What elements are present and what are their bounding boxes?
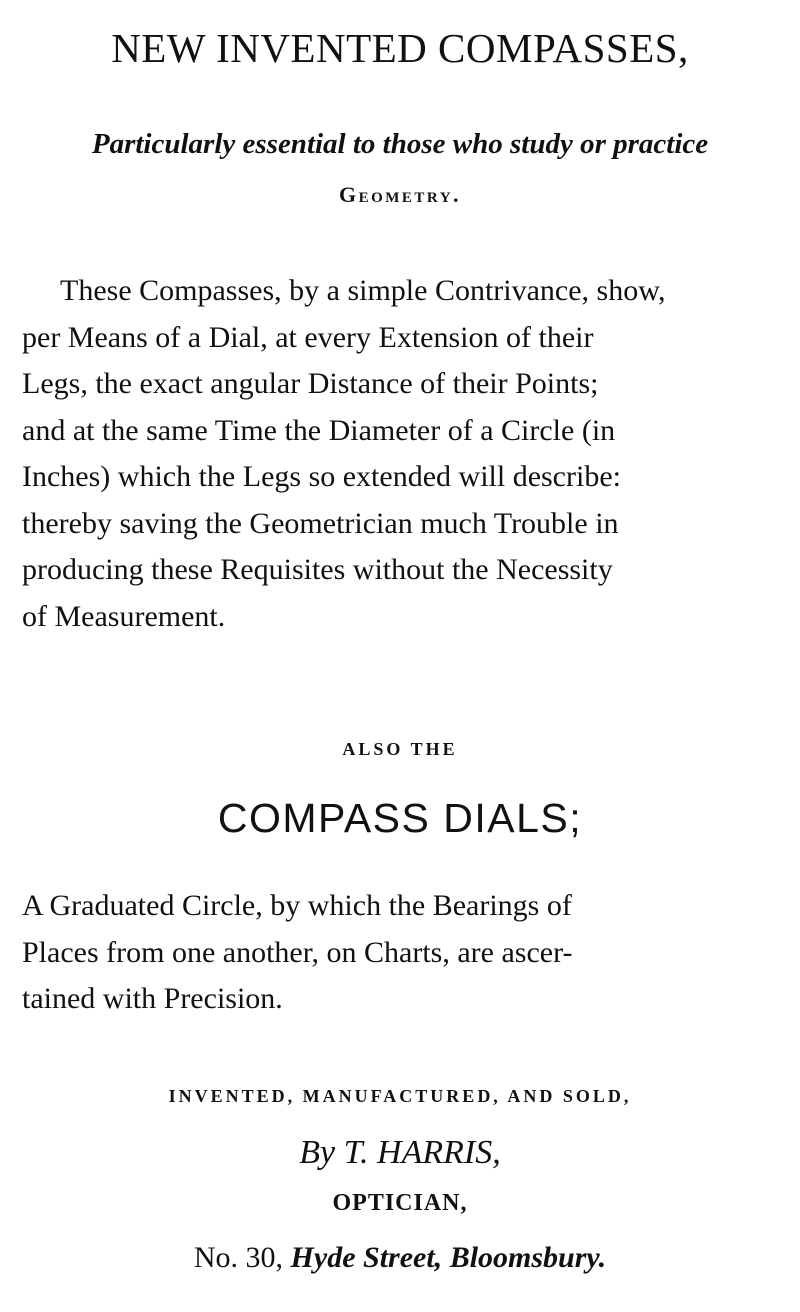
description-line: producing these Requisites without the Necessity: [22, 553, 613, 586]
description-line: per Means of a Dial, at every Extension of their: [22, 320, 594, 354]
description-line: and at the same Time the Diameter of a Circle (in: [22, 413, 616, 447]
maker-name: By T. HARRIS,: [299, 1134, 501, 1171]
invented-line: INVENTED, MANUFACTURED, AND SOLD,: [168, 1086, 632, 1106]
description-line: of Measurement.: [22, 599, 226, 633]
description-paragraph: [22, 268, 774, 640]
description-line: Inches) which the Legs so extended will describe:: [22, 460, 621, 493]
page-title: NEW INVENTED COMPASSES,: [111, 25, 689, 71]
compass-dials-paragraph: [22, 883, 774, 1023]
address: [0, 1236, 800, 1280]
address-district: Bloomsbury.: [449, 1241, 607, 1274]
address-street: Hyde Street,: [290, 1241, 443, 1274]
also-label: ALSO THE: [342, 739, 458, 759]
maker-trade: OPTICIAN,: [332, 1190, 468, 1216]
dials-line: tained with Precision.: [22, 982, 283, 1015]
subtitle: Particularly essential to those who study or practice: [91, 128, 709, 160]
compass-dials-heading: COMPASS DIALS;: [217, 795, 583, 841]
description-line: These Compasses, by a simple Contrivance, show,: [60, 274, 666, 307]
dials-line: A Graduated Circle, by which the Bearings of: [22, 889, 572, 922]
address-number: No. 30,: [193, 1241, 284, 1274]
description-line: thereby saving the Geometrician much Trouble in: [22, 506, 619, 540]
description-line: Legs, the exact angular Distance of their Points;: [22, 367, 599, 400]
subject-heading: Geometry.: [338, 182, 462, 207]
dials-line: Places from one another, on Charts, are ascer-: [22, 935, 573, 969]
